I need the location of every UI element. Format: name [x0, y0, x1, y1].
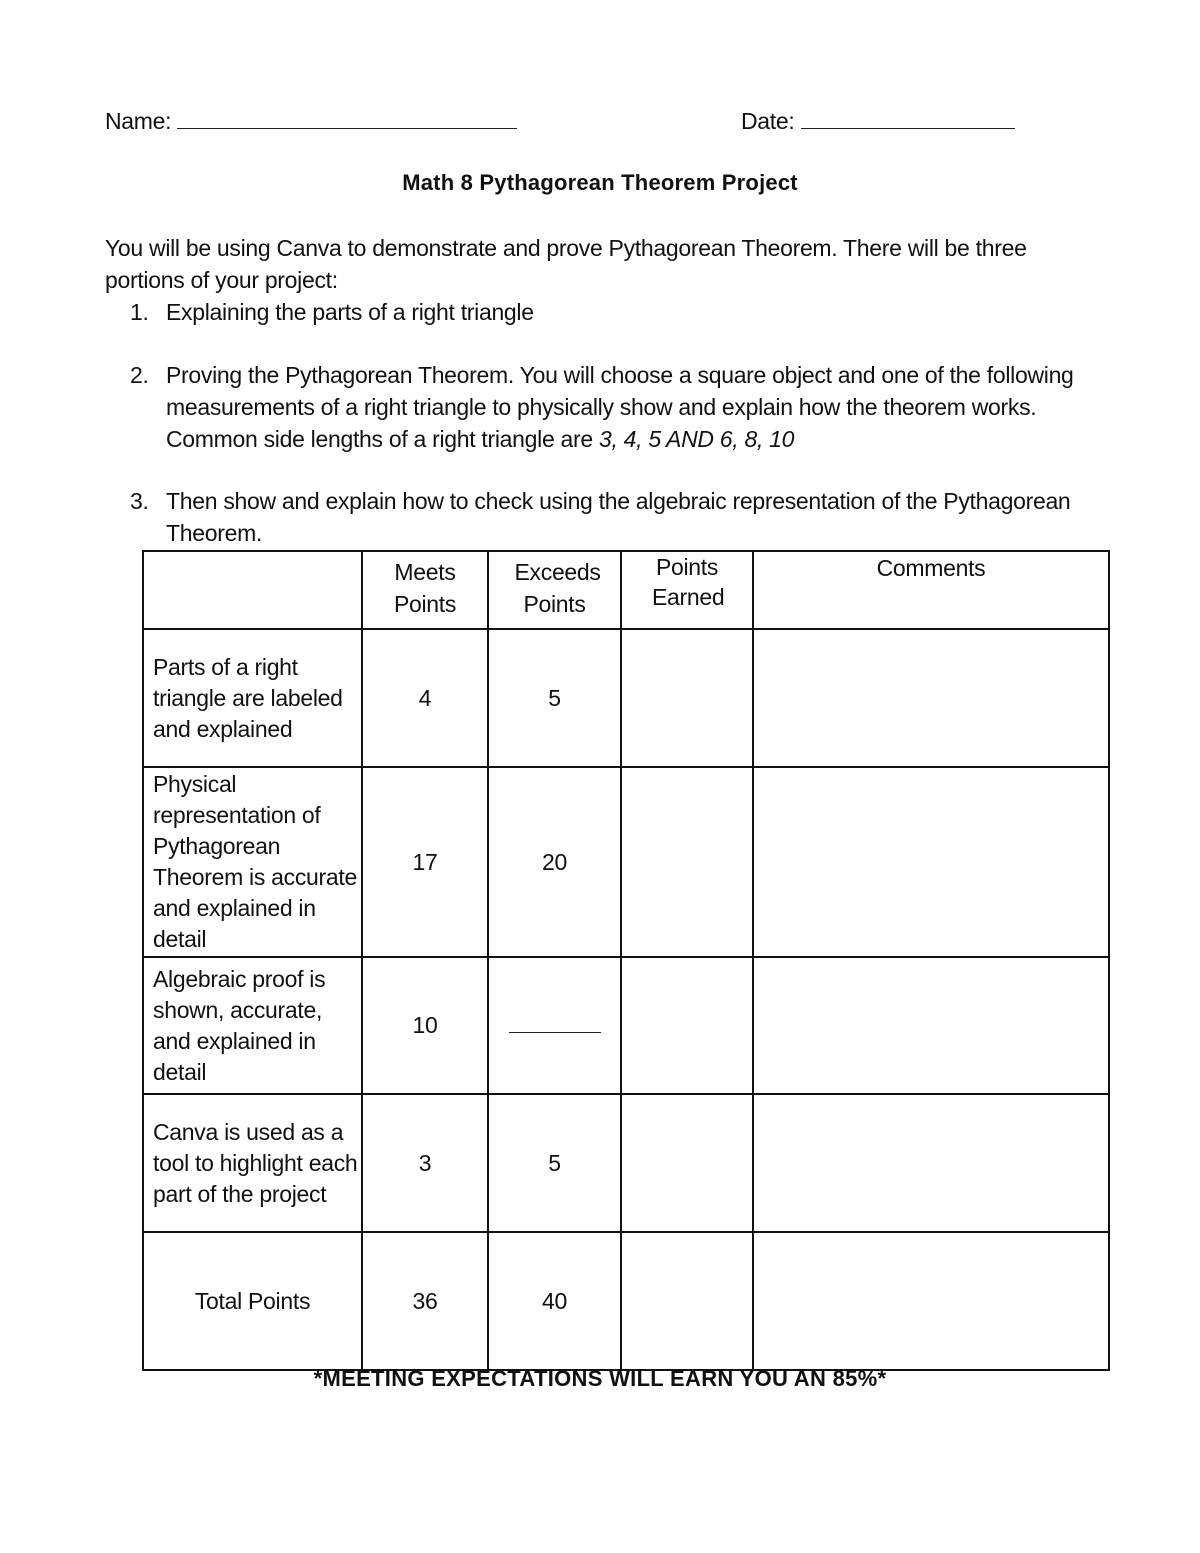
list-item [130, 296, 1090, 328]
header-cell-criterion [143, 551, 362, 629]
step-number: 1. [130, 299, 149, 325]
comments-total-cell[interactable] [753, 1232, 1109, 1370]
intro-paragraph: You will be using Canva to demonstrate and prove Pythagorean Theorem. There will be three portions of your project: [105, 235, 1027, 293]
date-line [741, 108, 1015, 135]
header-cell-meets: Meets Points [362, 551, 488, 629]
meets-cell: 4 [362, 629, 488, 767]
rubric-table [142, 550, 1110, 1371]
table-header-row [143, 551, 1109, 629]
criterion-cell: Physical representation of Pythagorean Theorem is accurate and explained in detail [143, 767, 362, 957]
criterion-cell: Canva is used as a tool to highlight each part of the project [143, 1094, 362, 1232]
exceeds-cell: 5 [488, 629, 621, 767]
criterion-cell: Algebraic proof is shown, accurate, and explained in detail [143, 957, 362, 1094]
earned-cell[interactable] [621, 767, 753, 957]
total-label-cell: Total Points [143, 1232, 362, 1370]
not-applicable-blank [509, 1020, 601, 1033]
header-cell-exceeds: Exceeds Points [488, 551, 621, 629]
table-row-total [143, 1232, 1109, 1370]
step-text: Then show and explain how to check using the algebraic representation of the Pythagorean Theorem. [166, 488, 1071, 546]
list-item [130, 485, 1090, 549]
name-blank[interactable] [177, 110, 517, 129]
exceeds-cell [488, 957, 621, 1094]
exceeds-cell: 20 [488, 767, 621, 957]
header-cell-comments: Comments [753, 551, 1109, 629]
name-label: Name: [105, 108, 172, 134]
exceeds-total-cell: 40 [488, 1232, 621, 1370]
step-text: Explaining the parts of a right triangle [166, 299, 534, 325]
table-row [143, 1094, 1109, 1232]
criterion-cell: Parts of a right triangle are labeled and explained [143, 629, 362, 767]
earned-total-cell[interactable] [621, 1232, 753, 1370]
step-text-main: Proving the Pythagorean Theorem. You will choose a square object and one of the following measurements of a right triangle to physically show and explain how the theorem works. Common side lengths of a right triangle are [166, 362, 1074, 452]
header-cell-earned: Points Earned [621, 551, 753, 629]
expectations-note: *MEETING EXPECTATIONS WILL EARN YOU AN 85%* [313, 1366, 887, 1391]
comments-cell[interactable] [753, 629, 1109, 767]
comments-cell[interactable] [753, 1094, 1109, 1232]
side-lengths: 3, 4, 5 AND 6, 8, 10 [598, 426, 795, 452]
step-number: 2. [130, 362, 149, 388]
exceeds-cell: 5 [488, 1094, 621, 1232]
page-title: Math 8 Pythagorean Theorem Project [402, 170, 798, 195]
name-line [105, 108, 517, 135]
meets-cell: 3 [362, 1094, 488, 1232]
comments-cell[interactable] [753, 957, 1109, 1094]
list-item [130, 359, 1090, 455]
meets-cell: 17 [362, 767, 488, 957]
earned-cell[interactable] [621, 629, 753, 767]
earned-cell[interactable] [621, 957, 753, 1094]
meets-cell: 10 [362, 957, 488, 1094]
table-row [143, 629, 1109, 767]
table-row [143, 957, 1109, 1094]
table-row [143, 767, 1109, 957]
comments-cell[interactable] [753, 767, 1109, 957]
step-text [166, 359, 1090, 455]
date-blank[interactable] [801, 110, 1015, 129]
earned-cell[interactable] [621, 1094, 753, 1232]
meets-total-cell: 36 [362, 1232, 488, 1370]
date-label: Date: [741, 108, 795, 134]
step-number: 3. [130, 488, 149, 514]
